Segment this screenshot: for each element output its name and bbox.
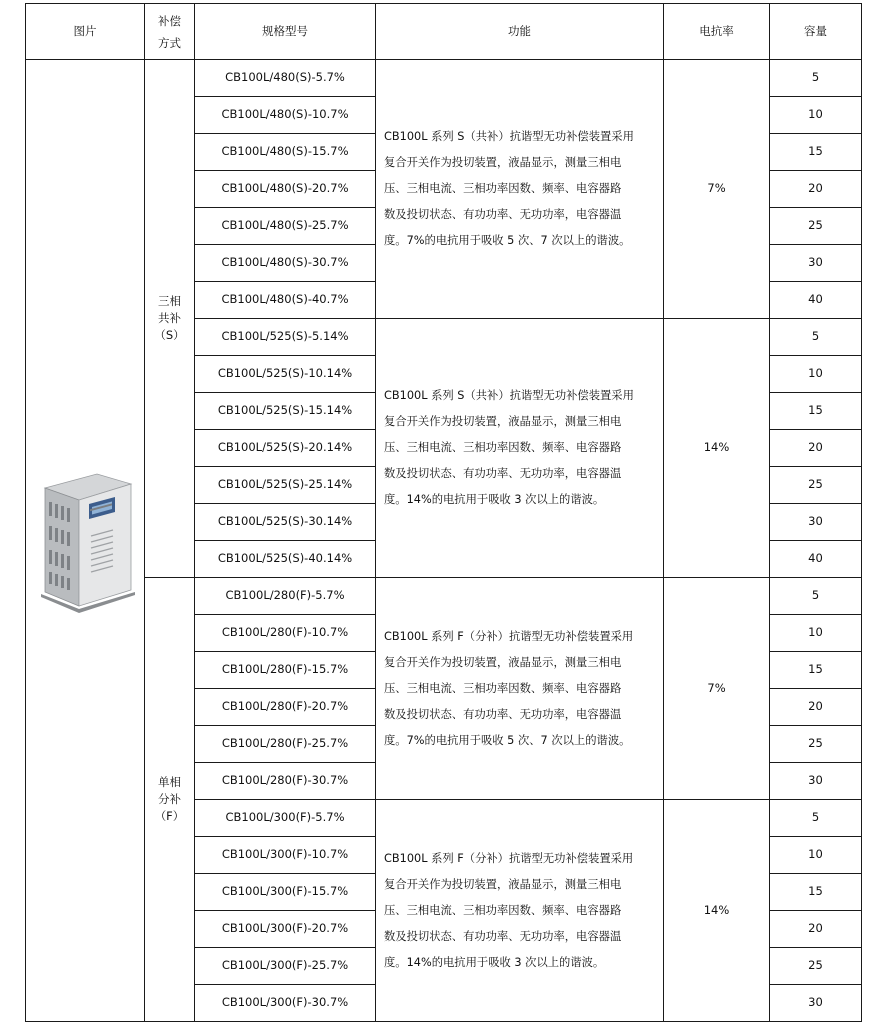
model-cell: CB100L/525(S)-40.14% — [195, 541, 376, 578]
model-cell: CB100L/525(S)-5.14% — [195, 319, 376, 356]
function-line: 复合开关作为投切装置，液晶显示，测量三相电 — [384, 655, 622, 669]
model-cell: CB100L/480(S)-15.7% — [195, 134, 376, 171]
model-cell: CB100L/480(S)-30.7% — [195, 245, 376, 282]
capacity-cell: 25 — [770, 208, 862, 245]
capacity-cell: 20 — [770, 171, 862, 208]
function-line: CB100L 系列 F（分补）抗谐型无功补偿装置采用 — [384, 851, 634, 865]
capacity-cell: 15 — [770, 652, 862, 689]
capacity-cell: 40 — [770, 541, 862, 578]
capacity-cell: 15 — [770, 393, 862, 430]
model-cell: CB100L/300(F)-10.7% — [195, 837, 376, 874]
capacity-cell: 10 — [770, 837, 862, 874]
function-line: CB100L 系列 S（共补）抗谐型无功补偿装置采用 — [384, 130, 634, 143]
capacity-cell: 10 — [770, 356, 862, 393]
model-cell: CB100L/280(F)-5.7% — [195, 578, 376, 615]
model-cell: CB100L/480(S)-40.7% — [195, 282, 376, 319]
capacity-cell: 20 — [770, 689, 862, 726]
capacity-cell: 5 — [770, 319, 862, 356]
capacity-cell: 25 — [770, 948, 862, 985]
function-line: 压、三相电流、三相功率因数、频率、电容器路 — [384, 903, 622, 917]
reactance-cell: 7% — [664, 60, 770, 319]
model-cell: CB100L/480(S)-10.7% — [195, 97, 376, 134]
capacity-cell: 30 — [770, 985, 862, 1022]
mode-line: 单相 — [158, 774, 181, 789]
model-cell: CB100L/525(S)-20.14% — [195, 430, 376, 467]
table-row — [26, 60, 862, 97]
function-description — [376, 800, 664, 1022]
table-row — [26, 578, 862, 615]
capacity-cell: 30 — [770, 504, 862, 541]
model-cell: CB100L/480(S)-20.7% — [195, 171, 376, 208]
header-reactance: 电抗率 — [664, 4, 770, 60]
capacity-cell: 30 — [770, 763, 862, 800]
function-line: 压、三相电流、三相功率因数、频率、电容器路 — [384, 681, 622, 695]
function-description — [376, 60, 664, 319]
capacity-cell: 25 — [770, 467, 862, 504]
compensation-mode-three-phase — [145, 60, 195, 578]
header-mode-line2: 方式 — [158, 35, 181, 50]
model-cell: CB100L/525(S)-30.14% — [195, 504, 376, 541]
capacity-cell: 25 — [770, 726, 862, 763]
model-cell: CB100L/300(F)-30.7% — [195, 985, 376, 1022]
header-mode — [145, 4, 195, 60]
capacity-cell: 30 — [770, 245, 862, 282]
capacity-cell: 10 — [770, 615, 862, 652]
mode-line: 共补 — [158, 310, 181, 325]
capacity-cell: 5 — [770, 60, 862, 97]
reactance-cell: 14% — [664, 319, 770, 578]
header-model: 规格型号 — [195, 4, 376, 60]
spec-table — [25, 3, 862, 1022]
capacity-cell: 15 — [770, 874, 862, 911]
capacity-cell: 5 — [770, 800, 862, 837]
header-picture: 图片 — [26, 4, 145, 60]
capacity-cell: 10 — [770, 97, 862, 134]
capacity-cell: 15 — [770, 134, 862, 171]
model-cell: CB100L/525(S)-15.14% — [195, 393, 376, 430]
function-line: 数及投切状态、有功功率、无功功率，电容器温 — [384, 208, 622, 221]
reactance-cell: 14% — [664, 800, 770, 1022]
function-line: 度。14%的电抗用于吸收 3 次以上的谐波。 — [384, 955, 605, 969]
capacitor-cabinet-image — [35, 466, 135, 616]
function-line: 复合开关作为投切装置，液晶显示，测量三相电 — [384, 415, 622, 428]
function-description — [376, 319, 664, 578]
model-cell: CB100L/300(F)-25.7% — [195, 948, 376, 985]
function-line: 数及投切状态、有功功率、无功功率，电容器温 — [384, 467, 622, 480]
function-line: 复合开关作为投切装置，液晶显示，测量三相电 — [384, 156, 622, 169]
function-description — [376, 578, 664, 800]
mode-line: （S） — [154, 328, 185, 343]
model-cell: CB100L/525(S)-25.14% — [195, 467, 376, 504]
function-line: 压、三相电流、三相功率因数、频率、电容器路 — [384, 441, 622, 454]
model-cell: CB100L/280(F)-30.7% — [195, 763, 376, 800]
header-mode-line1: 补偿 — [158, 13, 181, 28]
function-line: 压、三相电流、三相功率因数、频率、电容器路 — [384, 182, 622, 195]
model-cell: CB100L/300(F)-20.7% — [195, 911, 376, 948]
header-row — [26, 4, 862, 60]
mode-line: 分补 — [158, 791, 181, 806]
function-line: 度。7%的电抗用于吸收 5 次、7 次以上的谐波。 — [384, 234, 631, 247]
header-capacity: 容量 — [770, 4, 862, 60]
model-cell: CB100L/280(F)-20.7% — [195, 689, 376, 726]
model-cell: CB100L/280(F)-10.7% — [195, 615, 376, 652]
mode-line: 三相 — [158, 293, 181, 308]
function-line: 度。14%的电抗用于吸收 3 次以上的谐波。 — [384, 493, 605, 506]
function-line: CB100L 系列 F（分补）抗谐型无功补偿装置采用 — [384, 629, 634, 643]
model-cell: CB100L/480(S)-25.7% — [195, 208, 376, 245]
compensation-mode-single-phase — [145, 578, 195, 1022]
capacity-cell: 20 — [770, 430, 862, 467]
model-cell: CB100L/300(F)-5.7% — [195, 800, 376, 837]
function-line: 数及投切状态、有功功率、无功功率，电容器温 — [384, 707, 622, 721]
function-line: 数及投切状态、有功功率、无功功率，电容器温 — [384, 929, 622, 943]
mode-line: （F） — [154, 809, 185, 824]
capacity-cell: 5 — [770, 578, 862, 615]
function-line: 复合开关作为投切装置，液晶显示，测量三相电 — [384, 877, 622, 891]
model-cell: CB100L/300(F)-15.7% — [195, 874, 376, 911]
product-picture-cell — [26, 60, 145, 1022]
model-cell: CB100L/280(F)-15.7% — [195, 652, 376, 689]
capacity-cell: 40 — [770, 282, 862, 319]
reactance-cell: 7% — [664, 578, 770, 800]
model-cell: CB100L/280(F)-25.7% — [195, 726, 376, 763]
header-function: 功能 — [376, 4, 664, 60]
function-line: 度。7%的电抗用于吸收 5 次、7 次以上的谐波。 — [384, 733, 631, 747]
capacity-cell: 20 — [770, 911, 862, 948]
model-cell: CB100L/480(S)-5.7% — [195, 60, 376, 97]
model-cell: CB100L/525(S)-10.14% — [195, 356, 376, 393]
function-line: CB100L 系列 S（共补）抗谐型无功补偿装置采用 — [384, 389, 634, 402]
